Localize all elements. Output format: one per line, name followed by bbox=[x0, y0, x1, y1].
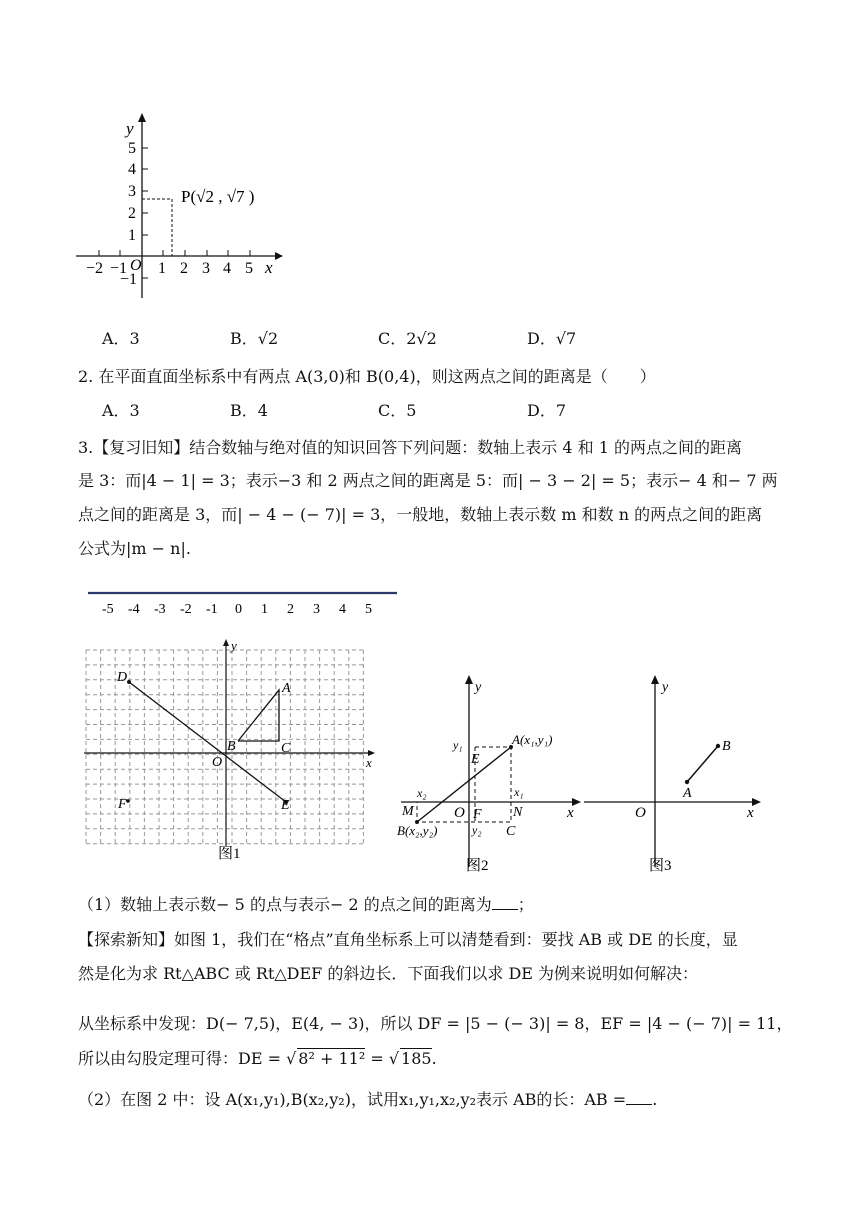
x-axis-arrow bbox=[275, 252, 283, 260]
number-line-tick-label: -1 bbox=[206, 602, 218, 617]
fig2-label-n: N bbox=[513, 805, 523, 820]
fig2-label-a: A(x₁,y₁) bbox=[512, 732, 553, 747]
q1-option-b: B．√2 bbox=[230, 329, 279, 348]
figure-3 bbox=[582, 672, 767, 874]
y-axis-arrow bbox=[138, 113, 146, 122]
answer-blank-1[interactable] bbox=[492, 895, 518, 910]
x-tick-1: 1 bbox=[158, 260, 166, 277]
number-line-tick-label: 5 bbox=[365, 602, 372, 617]
q3-line-3: 点之间的距离是 3，而| − 4 − (− 7)| = 3，一般地，数轴上表示数 m 和数 n 的两点之间的距离 bbox=[78, 505, 763, 524]
fig1-label-b: B bbox=[227, 739, 236, 754]
fig2-label-e: E bbox=[471, 752, 480, 767]
explore-line-4-a: 所以由勾股定理可得：DE = bbox=[78, 1049, 287, 1068]
q2-stem: 2. 在平面直面坐标系中有两点 A(3,0)和 B(0,4)，则这两点之间的距离是（ ） bbox=[78, 367, 656, 386]
y-tick-2: 2 bbox=[128, 205, 136, 222]
fig3-origin: O bbox=[635, 805, 646, 821]
fig2-y-label: y bbox=[475, 680, 482, 695]
q1-option-a: A．3 bbox=[102, 329, 140, 348]
y-tick-4: 4 bbox=[128, 161, 136, 178]
number-line-tick-label: -2 bbox=[180, 602, 192, 617]
q3-line-1: 3.【复习旧知】结合数轴与绝对值的知识回答下列问题：数轴上表示 4 和 1 的两点之间的距离 bbox=[78, 438, 742, 457]
fig2-origin: O bbox=[454, 805, 465, 821]
q3-line-4: 公式为|m − n|. bbox=[78, 539, 191, 558]
y-tick-1: 1 bbox=[128, 227, 136, 244]
q1-option-c: C．2√2 bbox=[378, 329, 437, 348]
number-line-tick-label: 3 bbox=[313, 602, 320, 617]
fig3-segment-ab bbox=[687, 746, 718, 782]
fig2-label-x2: x₂ bbox=[417, 786, 427, 800]
fig3-label-a: A bbox=[683, 786, 692, 801]
x-tick-neg2: −2 bbox=[86, 260, 104, 277]
q1-option-d: D．√7 bbox=[527, 329, 577, 348]
explore-radicand-2: 185 bbox=[401, 1049, 432, 1068]
fig1-label-d: D bbox=[117, 670, 128, 685]
fig2-label-f: F bbox=[473, 807, 482, 822]
fig1-label-e: E bbox=[281, 798, 290, 813]
number-line-tick-label: 1 bbox=[261, 602, 268, 617]
explore-line-4-c: = bbox=[365, 1049, 389, 1068]
x-tick-4: 4 bbox=[223, 260, 231, 277]
fig1-label-a: A bbox=[282, 681, 291, 696]
fig2-label-m: M bbox=[402, 804, 414, 819]
triangle-abc bbox=[238, 690, 279, 741]
sub-question-2 bbox=[78, 1087, 657, 1110]
explore-line-4: 所以由勾股定理可得：DE = √ 8² + 11² = √ 185. bbox=[78, 1049, 437, 1068]
explore-line-1: 【探索新知】如图 1，我们在“格点”直角坐标系上可以清楚看到：要找 AB 或 DE 的长度，显 bbox=[78, 930, 738, 949]
y-axis-label: y bbox=[126, 119, 134, 138]
sub-question-2-text: （2）在图 2 中：设 A(x₁,y₁),B(x₂,y₂)，试用x₁,y₁,x₂,y₂表示 AB的长：AB = bbox=[78, 1090, 627, 1109]
q2-option-d: D．7 bbox=[527, 401, 567, 420]
x-tick-5: 5 bbox=[245, 260, 253, 277]
y-tick-3: 3 bbox=[128, 183, 136, 200]
fig2-y-arrow bbox=[465, 675, 473, 684]
fig2-label-x1: x₁ bbox=[514, 785, 524, 799]
fig1-y-arrow bbox=[223, 639, 229, 646]
number-line-tick-label: -4 bbox=[128, 602, 140, 617]
figure-2 bbox=[395, 672, 585, 874]
point-f-dot bbox=[126, 799, 130, 803]
coordinate-figure-p bbox=[70, 108, 290, 298]
point-p-guides bbox=[142, 199, 172, 256]
fig1-caption: 图1 bbox=[218, 846, 241, 860]
fig2-x-label: x bbox=[567, 805, 574, 821]
fig1-label-f: F bbox=[118, 797, 127, 812]
fig1-origin: O bbox=[212, 755, 223, 770]
fig1-y-label: y bbox=[231, 638, 237, 653]
q2-option-a: A．3 bbox=[102, 401, 140, 420]
explore-line-2: 然是化为求 Rt△ABC 或 Rt△DEF 的斜边长．下面我们以求 DE 为例来说明如何解决： bbox=[78, 964, 699, 983]
sub-question-1-text: （1）数轴上表示数− 5 的点与表示− 2 的点之间的距离为 bbox=[78, 895, 492, 914]
sub-question-2-end: . bbox=[652, 1090, 658, 1109]
point-p-label: P(√2 , √7 ) bbox=[181, 187, 255, 206]
number-line-tick-label: 0 bbox=[235, 602, 242, 617]
q2-option-b: B．4 bbox=[230, 401, 268, 420]
answer-blank-2[interactable] bbox=[626, 1090, 652, 1105]
x-tick-neg1: −1 bbox=[110, 260, 128, 277]
x-tick-3: 3 bbox=[202, 260, 210, 277]
number-line-tick-label: -3 bbox=[154, 602, 166, 617]
number-line-tick-label: 4 bbox=[339, 602, 346, 617]
fig3-x-label: x bbox=[747, 805, 754, 821]
sub-question-1-end: ； bbox=[517, 895, 534, 914]
explore-line-3: 从坐标系中发现：D(− 7,5)，E(4, − 3)，所以 DF = |5 − (− 3)| = 8，EF = |4 − (− 7)| = 11， bbox=[78, 1014, 793, 1033]
fig2-label-b: B(x₂,y₂) bbox=[397, 823, 438, 838]
fig2-caption: 图2 bbox=[466, 858, 489, 874]
fig1-label-c: C bbox=[281, 741, 291, 756]
q3-line-2: 是 3：而|4 − 1| = 3；表示−3 和 2 两点之间的距离是 5：而| − 3 − 2| = 5；表示− 4 和− 7 两 bbox=[78, 471, 778, 490]
origin-label: O bbox=[130, 257, 142, 274]
explore-line-4-e: . bbox=[431, 1049, 437, 1068]
y-tick-5: 5 bbox=[128, 140, 136, 157]
explore-radicand-1: 8² + 11² bbox=[298, 1049, 366, 1068]
fig3-caption: 图3 bbox=[649, 858, 672, 874]
sub-question-1 bbox=[78, 892, 534, 915]
fig1-x-label: x bbox=[366, 755, 372, 770]
fig2-label-y1: y₁ bbox=[453, 738, 463, 752]
number-line-tick-label: 2 bbox=[287, 602, 294, 617]
x-axis-label: x bbox=[265, 258, 273, 277]
fig3-label-b: B bbox=[722, 739, 731, 754]
figure-1-grid bbox=[80, 638, 380, 860]
fig2-label-c: C bbox=[506, 824, 516, 839]
fig3-y-label: y bbox=[662, 680, 669, 695]
y-tick-neg1: −1 bbox=[120, 271, 138, 288]
q2-option-c: C．5 bbox=[378, 401, 417, 420]
number-line bbox=[85, 582, 405, 618]
fig3-y-arrow bbox=[651, 675, 659, 684]
fig2-label-y2: y₂ bbox=[472, 823, 482, 837]
number-line-tick-label: -5 bbox=[102, 602, 114, 617]
x-tick-2: 2 bbox=[180, 260, 188, 277]
